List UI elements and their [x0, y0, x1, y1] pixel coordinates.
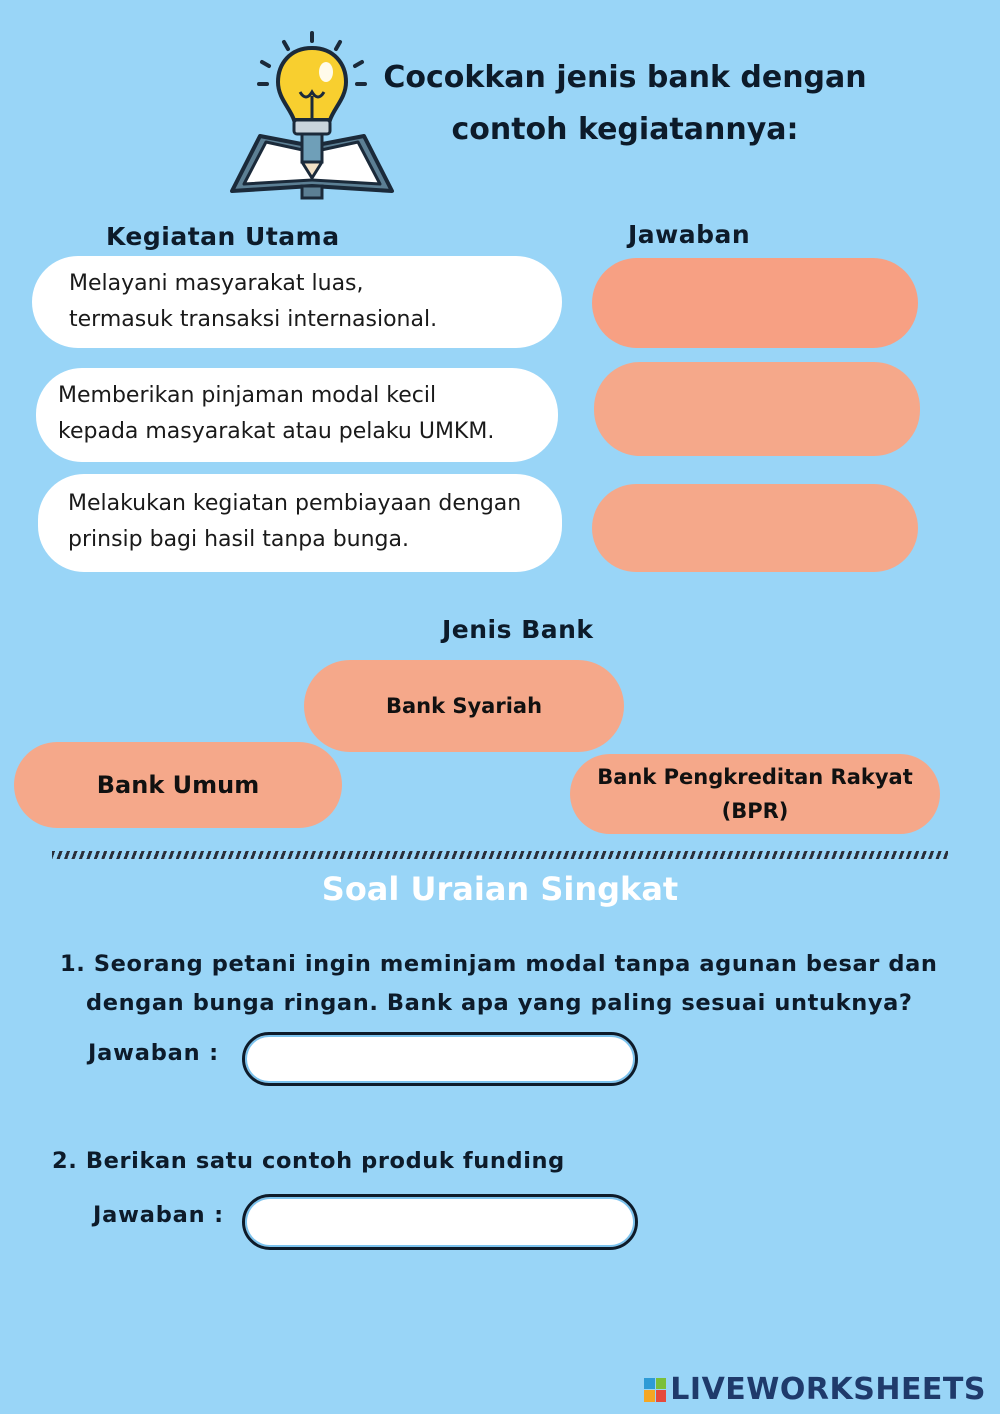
bank-label: (BPR)	[721, 799, 789, 823]
bank-bpr-option[interactable]	[570, 754, 940, 834]
question-text: Berikan satu contoh produk funding	[85, 1148, 565, 1174]
activity-text-line: Memberikan pinjaman modal kecil	[58, 383, 437, 408]
liveworksheets-logo-icon	[644, 1378, 666, 1402]
section-title: Soal Uraian Singkat	[321, 870, 679, 908]
activity-text-line: Melakukan kegiatan pembiayaan dengan	[68, 491, 522, 516]
bank-syariah-option[interactable]	[304, 660, 624, 752]
question-1-line2: dengan bunga ringan. Bank apa yang paling sesuai untuknya?	[86, 990, 913, 1016]
answer-label: Jawaban :	[88, 1040, 219, 1066]
question-number: 1.	[60, 951, 86, 977]
header-jawaban: Jawaban	[628, 220, 751, 249]
bank-label: Bank Syariah	[385, 694, 543, 718]
answer-dropzone-2[interactable]	[594, 362, 920, 456]
page-title: Cocokkan jenis bank dengan contoh kegiatannya:	[383, 60, 867, 147]
liveworksheets-logo	[644, 1372, 986, 1407]
logo-text: LIVEWORKSHEETS	[670, 1372, 986, 1407]
section-divider	[52, 851, 948, 859]
question-1	[60, 944, 960, 984]
bank-label: Bank Pengkreditan Rakyat	[597, 765, 913, 789]
bank-umum-option[interactable]	[14, 742, 342, 828]
activity-item	[36, 368, 558, 462]
answer-dropzone-3[interactable]	[592, 484, 918, 572]
header-jenis-bank: Jenis Bank	[442, 615, 594, 644]
answer-input-1[interactable]	[242, 1032, 638, 1086]
question-2	[52, 1141, 952, 1181]
answer-label: Jawaban :	[93, 1202, 224, 1228]
answer-dropzone-1[interactable]	[592, 258, 918, 348]
bank-label: Bank Umum	[96, 771, 260, 799]
activity-text-line: prinsip bagi hasil tanpa bunga.	[68, 527, 409, 552]
question-number: 2.	[52, 1148, 78, 1174]
activity-text-line: kepada masyarakat atau pelaku UMKM.	[58, 419, 495, 444]
activity-text-line: termasuk transaksi internasional.	[69, 307, 438, 332]
activity-item	[38, 474, 562, 572]
answer-input-2[interactable]	[242, 1194, 638, 1250]
header-kegiatan: Kegiatan Utama	[106, 222, 340, 251]
question-text: Seorang petani ingin meminjam modal tanpa agunan besar dan	[93, 951, 938, 977]
activity-item	[32, 256, 562, 348]
activity-text-line: Melayani masyarakat luas,	[69, 271, 364, 296]
